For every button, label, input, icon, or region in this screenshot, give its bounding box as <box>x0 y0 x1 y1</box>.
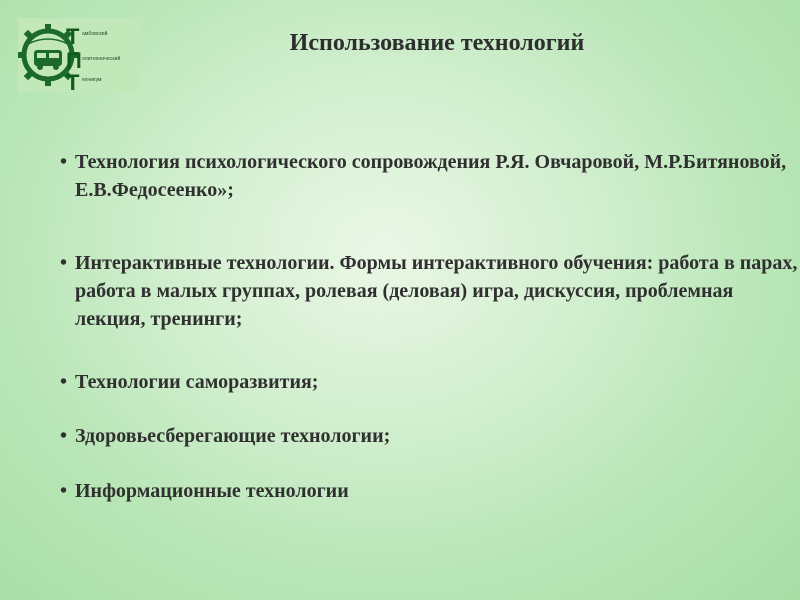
bullet-marker: • <box>60 371 68 393</box>
bullet-text: Технология психологического сопровождения Р.Я. Овчаровой, М.Р.Битяновой, Е.В.Федосеенко»; <box>75 151 787 201</box>
bullet-item <box>60 249 798 333</box>
bullet-text: Интерактивные технологии. Формы интерактивного обучения: работа в парах, работа в малых группах, ролевая (деловая) игра, дискуссия, проблемная лекция, тренинги; <box>75 252 798 330</box>
bullet-item <box>60 477 798 505</box>
gear-bus-logo-icon <box>18 18 140 92</box>
bullet-item <box>60 422 798 450</box>
logo-line-3: ехникум <box>82 77 102 83</box>
bullet-marker: • <box>60 480 68 502</box>
bullet-marker: • <box>60 425 68 447</box>
bullet-marker: • <box>60 151 68 173</box>
bullet-text: Здоровьесберегающие технологии; <box>75 425 391 447</box>
slide-title: Использование технологий <box>289 30 585 56</box>
bullet-text: Информационные технологии <box>75 480 349 502</box>
bullet-item <box>60 148 798 204</box>
bullet-text: Технологии саморазвития; <box>75 371 319 393</box>
bullet-item <box>60 368 798 396</box>
logo-line-1: амбовский <box>82 31 108 37</box>
tpt-logo <box>18 18 140 92</box>
logo-line-2: олитехнический <box>82 56 121 62</box>
logo-letter-3: Т <box>66 70 80 92</box>
logo-letter-2: П <box>66 48 82 73</box>
logo-letter-1: Т <box>66 24 80 49</box>
bullet-marker: • <box>60 252 68 274</box>
